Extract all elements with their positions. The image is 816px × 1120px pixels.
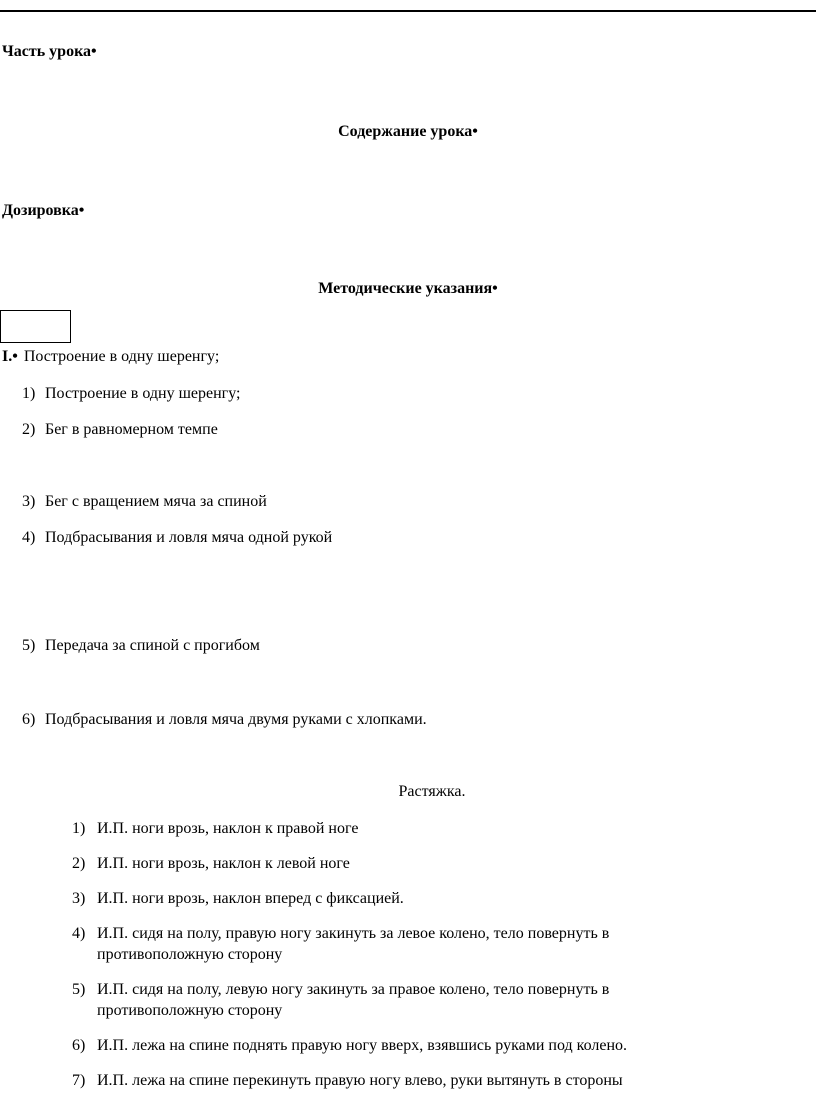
list-item	[22, 635, 816, 656]
list-item-text: Передача за спиной с прогибом	[45, 637, 260, 654]
list-item-number: 3)	[22, 493, 36, 510]
col-header-content: Содержание урока•	[338, 123, 478, 140]
list-item-text: Подбрасывания и ловля мяча двумя руками с хлопками.	[45, 711, 427, 728]
list-item	[72, 818, 816, 839]
list-item-number: 6)	[22, 711, 36, 728]
list-item-text: Подбрасывания и ловля мяча одной рукой	[45, 529, 333, 546]
exercise-list	[22, 383, 816, 730]
list-item	[22, 709, 816, 730]
section-intro-text: Построение в одну шеренгу;	[23, 348, 220, 365]
list-item-number: 1)	[72, 820, 86, 837]
list-item	[72, 1070, 816, 1091]
list-item	[72, 1035, 816, 1056]
col-header-dosage: Дозировка•	[2, 202, 85, 219]
list-item	[72, 853, 816, 874]
list-item-number: 2)	[22, 421, 36, 438]
stretch-list	[72, 818, 816, 1091]
list-item	[22, 491, 816, 512]
list-item-text: И.П. сидя на полу, левую ногу закинуть за правое колено, тело повернуть в противоположную сторону	[97, 981, 610, 1019]
list-item-number: 3)	[72, 890, 86, 907]
list-item	[72, 888, 816, 909]
stretch-title: Растяжка.	[398, 783, 466, 800]
list-item-text: И.П. лежа на спине поднять правую ногу вверх, взявшись руками под колено.	[97, 1037, 628, 1054]
list-item-text: И.П. лежа на спине перекинуть правую ногу влево, руки вытянуть в стороны	[97, 1072, 623, 1089]
empty-table-cell	[0, 310, 71, 343]
list-item-number: 7)	[72, 1072, 86, 1089]
list-item	[22, 527, 816, 548]
section-label: I.•	[2, 348, 18, 365]
list-item-text: Построение в одну шеренгу;	[45, 385, 241, 402]
list-item-text: И.П. ноги врозь, наклон вперед с фиксацией.	[97, 890, 404, 907]
list-item-text: И.П. ноги врозь, наклон к правой ноге	[97, 820, 359, 837]
col-header-methods: Методические указания•	[318, 280, 498, 297]
list-item	[22, 419, 816, 440]
list-item-number: 5)	[72, 981, 86, 998]
list-item-number: 4)	[22, 529, 36, 546]
section-intro	[0, 346, 816, 367]
list-item	[22, 383, 816, 404]
list-item	[72, 979, 816, 1021]
list-item-text: И.П. сидя на полу, правую ногу закинуть за левое колено, тело повернуть в противоположную сторону	[97, 925, 610, 963]
list-item-number: 6)	[72, 1037, 86, 1054]
list-item-number: 5)	[22, 637, 36, 654]
list-item-text: Бег с вращением мяча за спиной	[45, 493, 267, 510]
col-header-part: Часть урока•	[2, 43, 97, 60]
list-item-number: 2)	[72, 855, 86, 872]
list-item-number: 1)	[22, 385, 36, 402]
table-top-border	[0, 10, 816, 12]
list-item-text: Бег в равномерном темпе	[45, 421, 218, 438]
list-item-text: И.П. ноги врозь, наклон к левой ноге	[97, 855, 350, 872]
list-item	[72, 923, 816, 965]
list-item-number: 4)	[72, 925, 86, 942]
